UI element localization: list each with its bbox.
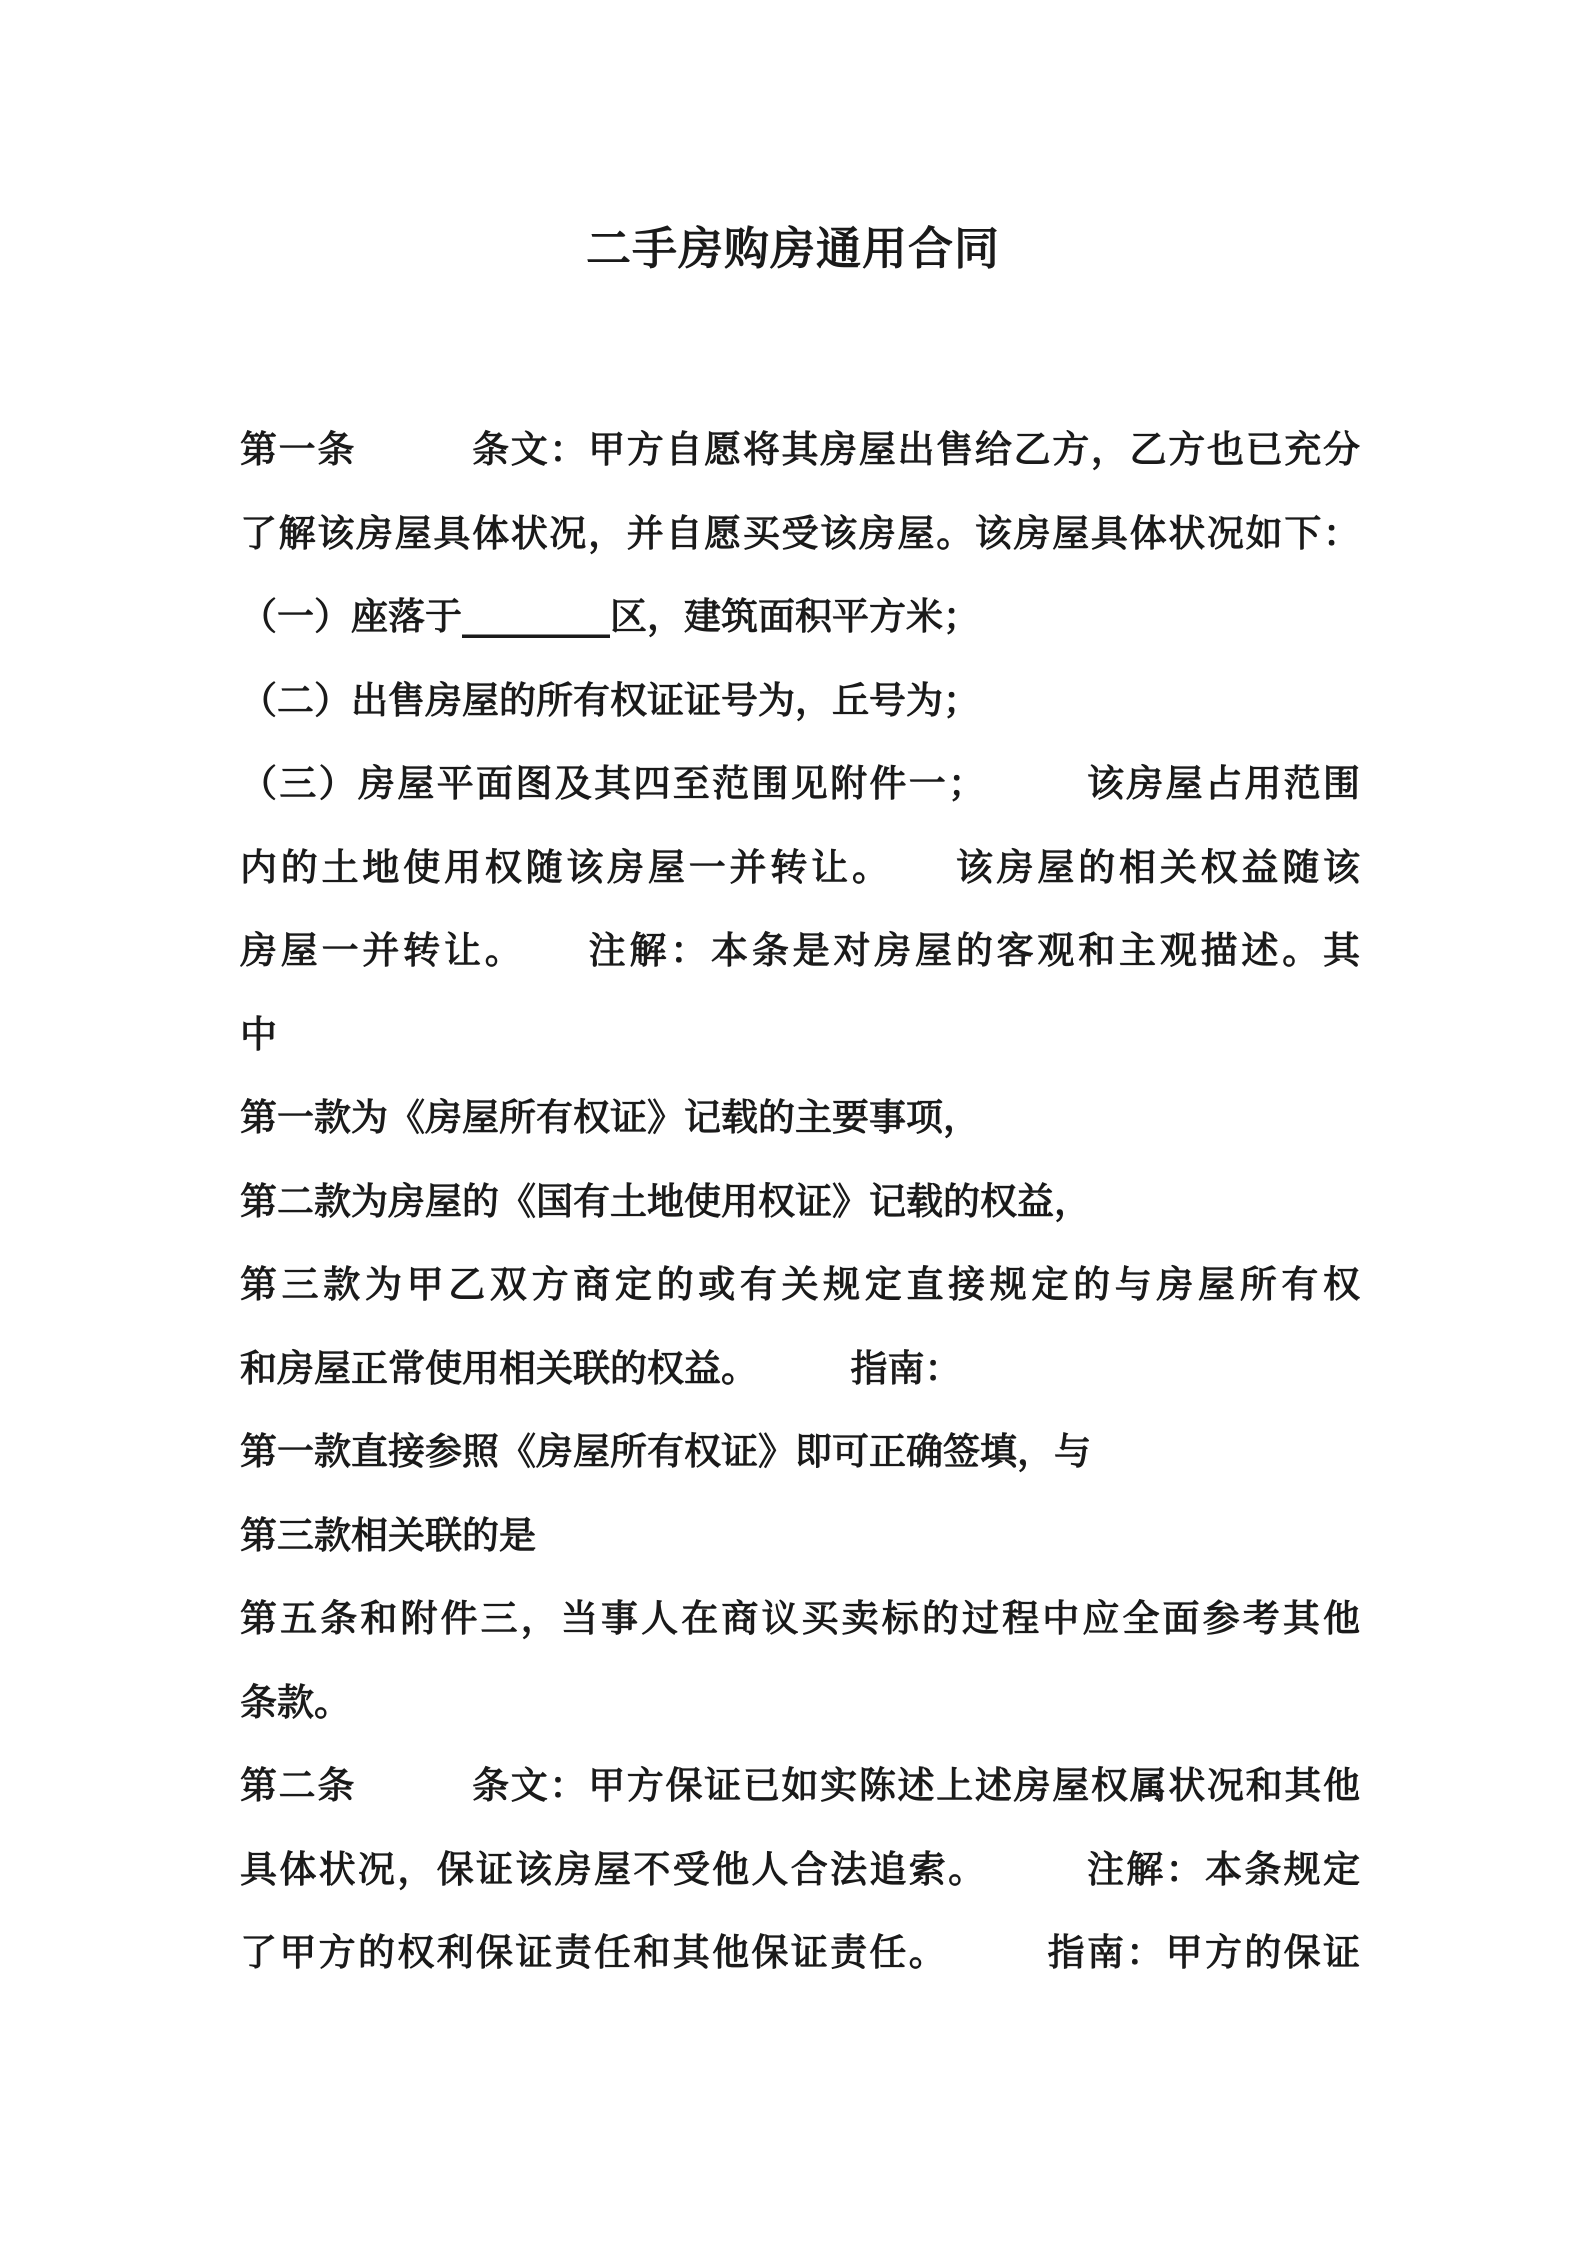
body-line: 具体状况，保证该房屋不受他人合法追索。 注解：本条规定 bbox=[240, 1847, 1360, 1891]
body-line: （二）出售房屋的所有权证证号为，丘号为； bbox=[240, 678, 980, 722]
body-line: 第一款为《房屋所有权证》记载的主要事项， bbox=[240, 1096, 980, 1139]
document-title: 二手房购房通用合同 bbox=[585, 222, 1000, 275]
body-line: 第一款直接参照《房屋所有权证》即可正确签填，与 bbox=[240, 1430, 1091, 1473]
body-line: 房屋一并转让。 注解：本条是对房屋的客观和主观描述。其 bbox=[240, 929, 1360, 972]
body-line: 中 bbox=[240, 1012, 277, 1056]
body-line: 第二条 条文：甲方保证已如实陈述上述房屋权属状况和其他 bbox=[240, 1764, 1360, 1807]
body-line: 第二款为房屋的《国有土地使用权证》记载的权益， bbox=[240, 1179, 1091, 1223]
body-line: 第三款为甲乙双方商定的或有关规定直接规定的与房屋所有权 bbox=[240, 1263, 1360, 1306]
body-line: 条款。 bbox=[240, 1680, 351, 1724]
body-line: 了甲方的权利保证责任和其他保证责任。 指南：甲方的保证 bbox=[240, 1931, 1360, 1974]
body-line: （三）房屋平面图及其四至范围见附件一； 该房屋占用范围 bbox=[240, 762, 1360, 805]
body-line: （一）座落于________区，建筑面积平方米； bbox=[240, 595, 980, 638]
document-body bbox=[240, 408, 1360, 1995]
body-line: 和房屋正常使用相关联的权益。 指南： bbox=[240, 1346, 962, 1390]
body-line: 第三款相关联的是 bbox=[240, 1513, 536, 1557]
body-line: 第五条和附件三，当事人在商议买卖标的过程中应全面参考其他 bbox=[240, 1597, 1360, 1640]
body-line: 第一条 条文：甲方自愿将其房屋出售给乙方，乙方也已充分 bbox=[240, 428, 1360, 471]
body-line: 内的土地使用权随该房屋一并转让。 该房屋的相关权益随该 bbox=[240, 845, 1360, 889]
body-line: 了解该房屋具体状况，并自愿买受该房屋。该房屋具体状况如下： bbox=[240, 511, 1360, 555]
